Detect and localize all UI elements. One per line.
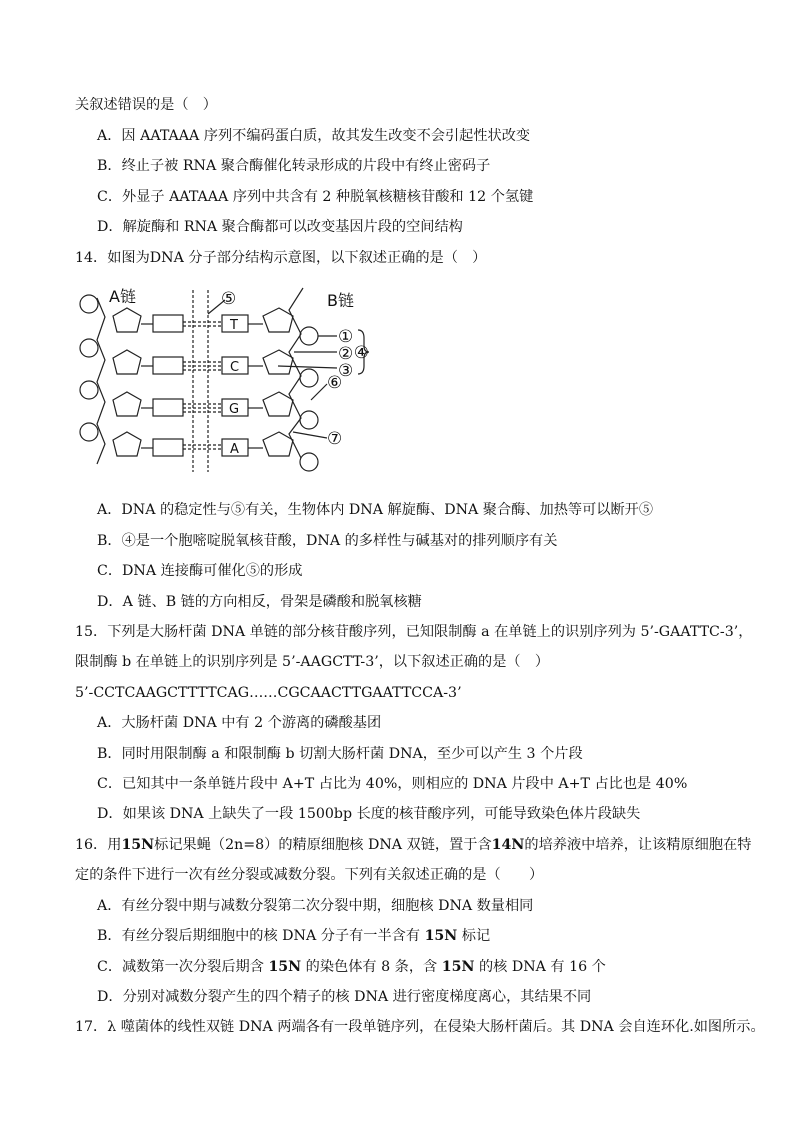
q17-stem: 17．λ 噬菌体的线性双链 DNA 两端各有一段单链序列，在侵染大肠杆菌后。其 DNA 会自连环化.如图所示。 — [75, 1019, 765, 1035]
phosphate-a3 — [80, 381, 98, 399]
sugar-b2 — [263, 350, 293, 374]
q15-option-a: A．大肠杆菌 DNA 中有 2 个游离的磷酸基团 — [97, 715, 382, 731]
sugar-b1 — [263, 308, 293, 332]
q13-option-b: B．终止子被 RNA 聚合酶催化转录形成的片段中有终止密码子 — [97, 158, 491, 174]
q15-stem-line1: 15．下列是大肠杆菌 DNA 单链的部分核苷酸序列，已知限制酶 a 在单链上的识别序列为 5’-GAATTC-3’， — [75, 624, 753, 640]
base-b2-letter: C — [230, 360, 240, 375]
q14-option-a: A．DNA 的稳定性与⑤有关，生物体内 DNA 解旋酶、DNA 聚合酶、加热等可以断开⑤ — [97, 502, 654, 518]
sugar-b4 — [263, 432, 293, 456]
q15-option-d: D．如果该 DNA 上缺失了一段 1500bp 长度的核苷酸序列，可能导致染色体片段缺失 — [97, 806, 641, 822]
sugar-a2 — [113, 350, 141, 374]
q16-stem-line2: 定的条件下进行一次有丝分裂或减数分裂。下列有关叙述正确的是（ ） — [75, 867, 544, 883]
phosphate-a1 — [80, 295, 98, 313]
marker-2: ② — [338, 344, 354, 364]
q14-option-b: B．④是一个胞嘧啶脱氧核苷酸，DNA 的多样性与碱基对的排列顺序有关 — [97, 533, 558, 549]
q16-option-c: C．减数第一次分裂后期含 15N 的染色体有 8 条，含 15N 的核 DNA 有 16 个 — [97, 959, 606, 975]
q16-option-b: B．有丝分裂后期细胞中的核 DNA 分子有一半含有 15N 标记 — [97, 928, 491, 944]
base-b4-letter: A — [230, 442, 239, 457]
base-a1 — [153, 315, 183, 332]
q14-stem: 14．如图为DNA 分子部分结构示意图，以下叙述正确的是（ ） — [75, 250, 487, 266]
sugar-b3 — [263, 392, 293, 416]
q16-option-d: D．分别对减数分裂产生的四个精子的核 DNA 进行密度梯度离心，其结果不同 — [97, 989, 592, 1005]
chain-a-backbone — [97, 298, 105, 464]
sugar-a1 — [113, 308, 141, 332]
phosphate-b2 — [300, 369, 318, 387]
chain-b-label: B链 — [327, 291, 354, 310]
q13-option-c: C．外显子 AATAAA 序列中共含有 2 种脱氧核糖核苷酸和 12 个氢键 — [97, 189, 534, 205]
q15-sequence: 5’-CCTCAAGCTTTTCAG……CGCAACTTGAATTCCA-3’ — [75, 685, 462, 701]
q16-stem-line1: 16．用15N标记果蝇（2n=8）的精原细胞核 DNA 双链，置于含14N的培养液中培养，让该精原细胞在特 — [75, 837, 752, 853]
base-b1-letter: T — [230, 318, 238, 333]
marker-6: ⑥ — [327, 373, 343, 393]
dna-structure-diagram — [75, 282, 375, 482]
q13-stem-tail: 关叙述错误的是（ ） — [75, 97, 217, 113]
base-a3 — [153, 399, 183, 416]
q15-option-c: C．已知其中一条单链片段中 A+T 占比为 40%，则相应的 DNA 片段中 A+T 占比也是 40% — [97, 776, 688, 792]
sugar-a3 — [113, 392, 141, 416]
q14-option-d: D．A 链、B 链的方向相反，骨架是磷酸和脱氧核糖 — [97, 594, 422, 610]
q14-option-c: C．DNA 连接酶可催化⑤的形成 — [97, 563, 303, 579]
phosphate-a4 — [80, 423, 98, 441]
base-a4 — [153, 439, 183, 456]
chain-a-label: A链 — [109, 287, 136, 306]
marker-4: ④ — [353, 343, 369, 363]
phosphate-a2 — [80, 339, 98, 357]
phosphate-b1 — [300, 327, 318, 345]
q15-stem-line2: 限制酶 b 在单链上的识别序列是 5’-AAGCTT-3’，以下叙述正确的是（ ） — [75, 654, 550, 670]
base-a2 — [153, 357, 183, 374]
phosphate-b3 — [300, 411, 318, 429]
marker-3: ③ — [338, 361, 354, 381]
n15-label: 15N — [121, 837, 155, 853]
marker-5: ⑤ — [221, 289, 237, 309]
q13-option-d: D．解旋酶和 RNA 聚合酶都可以改变基因片段的空间结构 — [97, 219, 463, 235]
q13-option-a: A．因 AATAAA 序列不编码蛋白质，故其发生改变不会引起性状改变 — [97, 128, 531, 144]
n14-label: 14N — [491, 837, 525, 853]
q15-option-b: B．同时用限制酶 a 和限制酶 b 切割大肠杆菌 DNA，至少可以产生 3 个片段 — [97, 746, 583, 762]
phosphate-b4 — [300, 453, 318, 471]
marker-1: ① — [338, 327, 354, 347]
sugar-a4 — [113, 432, 141, 456]
base-b3-letter: G — [229, 402, 240, 417]
q16-option-a: A．有丝分裂中期与减数分裂第二次分裂中期，细胞核 DNA 数量相同 — [97, 898, 534, 914]
marker-7: ⑦ — [327, 429, 343, 449]
